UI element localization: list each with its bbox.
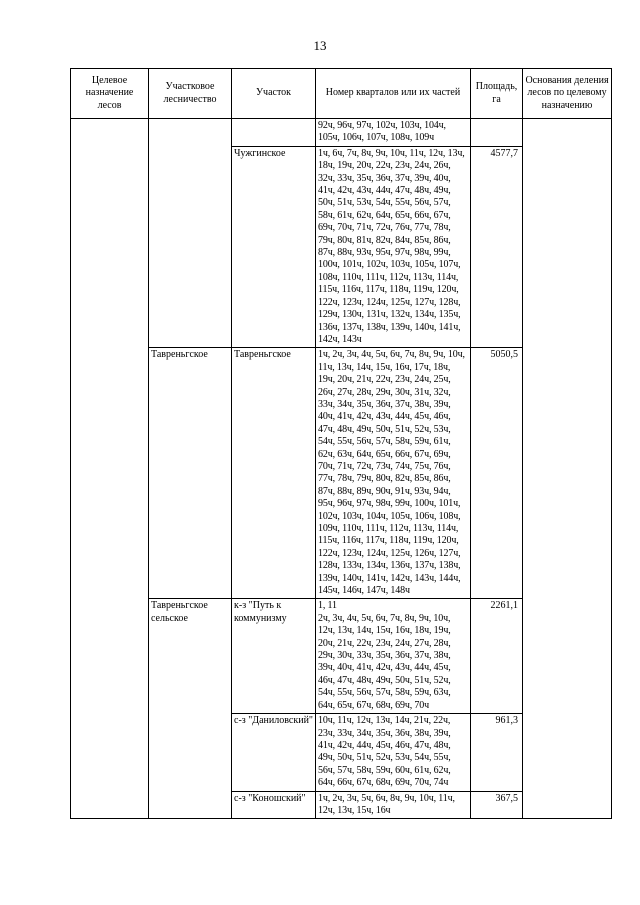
area-cell: 5050,5: [471, 348, 523, 599]
forestry-cell: Тавреньгское: [149, 348, 232, 599]
area-cell: 2261,1: [471, 599, 523, 714]
quarters-whole: 1, 11: [318, 600, 337, 612]
quarters-cell: 1ч, 6ч, 7ч, 8ч, 9ч, 10ч, 11ч, 12ч, 13ч, 18ч, 19ч, 20ч, 22ч, 23ч, 24ч, 26ч, 32ч, 33ч, 35ч, 36ч, 37ч, 39ч, 40ч, 41ч, 42ч, 43ч, 44ч, 47ч, 48ч, 49ч, 50ч, 51ч, 53ч, 54ч, 55ч, 56ч, 57ч, 58ч, 61ч, 62ч, 64ч, 65ч, 66ч, 67ч, 69ч, 70ч, 71ч, 72ч, 76ч, 77ч, 78ч, 79ч, 80ч, 81ч, 82ч, 84ч, 85ч, 86ч, 87ч, 88ч, 93ч, 95ч, 97ч, 98ч, 99ч, 100ч, 101ч, 102ч, 103ч, 105ч, 107ч, 108ч, 110ч, 111ч, 112ч, 113ч, 114ч, 115ч, 116ч, 117ч, 118ч, 119ч, 120ч, 122ч, 123ч, 124ч, 125ч, 127ч, 128ч, 129ч, 130ч, 131ч, 132ч, 134ч, 135ч, 136ч, 137ч, 138ч, 139ч, 140ч, 141ч, 142ч, 143ч: [316, 146, 471, 348]
area-cell: 961,3: [471, 714, 523, 791]
table-row: [71, 119, 612, 147]
plot-cell: с-з "Даниловский": [232, 714, 316, 791]
plot-cell: с-з "Коношский": [232, 791, 316, 819]
header-quarters: Номер кварталов или их частей: [316, 69, 471, 119]
area-cell: 367,5: [471, 791, 523, 819]
plot-cell: к-з "Путь к коммунизму: [232, 599, 316, 714]
basis-cell: [523, 119, 612, 819]
quarters-cell: 92ч, 96ч, 97ч, 102ч, 103ч, 104ч, 105ч, 106ч, 107ч, 108ч, 109ч: [316, 119, 471, 147]
quarters-cell: 1ч, 2ч, 3ч, 4ч, 5ч, 6ч, 7ч, 8ч, 9ч, 10ч, 11ч, 13ч, 14ч, 15ч, 16ч, 17ч, 18ч, 19ч, 20ч, 21ч, 22ч, 23ч, 24ч, 25ч, 26ч, 27ч, 28ч, 29ч, 30ч, 31ч, 32ч, 33ч, 34ч, 35ч, 36ч, 37ч, 38ч, 39ч, 40ч, 41ч, 42ч, 43ч, 44ч, 45ч, 46ч, 47ч, 48ч, 49ч, 50ч, 51ч, 52ч, 53ч, 54ч, 55ч, 56ч, 57ч, 58ч, 59ч, 61ч, 62ч, 63ч, 64ч, 65ч, 66ч, 67ч, 69ч, 70ч, 71ч, 72ч, 73ч, 74ч, 75ч, 76ч, 77ч, 78ч, 79ч, 80ч, 82ч, 85ч, 86ч, 87ч, 88ч, 89ч, 90ч, 91ч, 93ч, 94ч, 95ч, 96ч, 97ч, 98ч, 99ч, 100ч, 101ч, 102ч, 103ч, 104ч, 105ч, 106ч, 108ч, 109ч, 110ч, 111ч, 112ч, 113ч, 114ч, 115ч, 116ч, 117ч, 118ч, 119ч, 120ч, 122ч, 123ч, 124ч, 125ч, 126ч, 127ч, 128ч, 133ч, 134ч, 136ч, 137ч, 138ч, 139ч, 140ч, 141ч, 142ч, 143ч, 144ч, 145ч, 146ч, 147ч, 148ч: [316, 348, 471, 599]
page-number: 13: [313, 38, 327, 53]
area-cell: [471, 119, 523, 147]
plot-cell: [232, 119, 316, 147]
purpose-cell: [71, 119, 149, 819]
quarters-cell: [316, 599, 471, 714]
forestry-cell: [149, 119, 232, 348]
header-purpose: Целевое назначение лесов: [71, 69, 149, 119]
quarters-cell: 10ч, 11ч, 12ч, 13ч, 14ч, 21ч, 22ч, 23ч, 33ч, 34ч, 35ч, 36ч, 38ч, 39ч, 41ч, 42ч, 44ч, 45ч, 46ч, 47ч, 48ч, 49ч, 50ч, 51ч, 52ч, 53ч, 54ч, 55ч, 56ч, 57ч, 58ч, 59ч, 60ч, 61ч, 62ч, 64ч, 66ч, 67ч, 68ч, 69ч, 70ч, 74ч: [316, 714, 471, 791]
quarters-cell: 1ч, 2ч, 3ч, 5ч, 6ч, 8ч, 9ч, 10ч, 11ч, 12ч, 13ч, 15ч, 16ч: [316, 791, 471, 819]
forestry-cell: Тавреньгское сельское: [149, 599, 232, 819]
forest-division-table: [70, 68, 612, 819]
header-forestry: Участковое лесничество: [149, 69, 232, 119]
area-cell: 4577,7: [471, 146, 523, 348]
plot-cell: Тавреньгское: [232, 348, 316, 599]
header-area: Площадь, га: [471, 69, 523, 119]
table-header-row: [71, 69, 612, 119]
header-basis: Основания деления лесов по целевому назначению: [523, 69, 612, 119]
header-plot: Участок: [232, 69, 316, 119]
plot-cell: Чужгинское: [232, 146, 316, 348]
quarters-parts: 2ч, 3ч, 4ч, 5ч, 6ч, 7ч, 8ч, 9ч, 10ч, 12ч, 13ч, 14ч, 15ч, 16ч, 18ч, 19ч, 20ч, 21ч, 22ч, 23ч, 24ч, 27ч, 28ч, 29ч, 30ч, 33ч, 35ч, 36ч, 37ч, 38ч, 39ч, 40ч, 41ч, 42ч, 43ч, 44ч, 45ч, 46ч, 47ч, 48ч, 49ч, 50ч, 51ч, 52ч, 54ч, 55ч, 56ч, 57ч, 58ч, 59ч, 63ч, 64ч, 65ч, 67ч, 68ч, 69ч, 70ч: [318, 612, 451, 711]
